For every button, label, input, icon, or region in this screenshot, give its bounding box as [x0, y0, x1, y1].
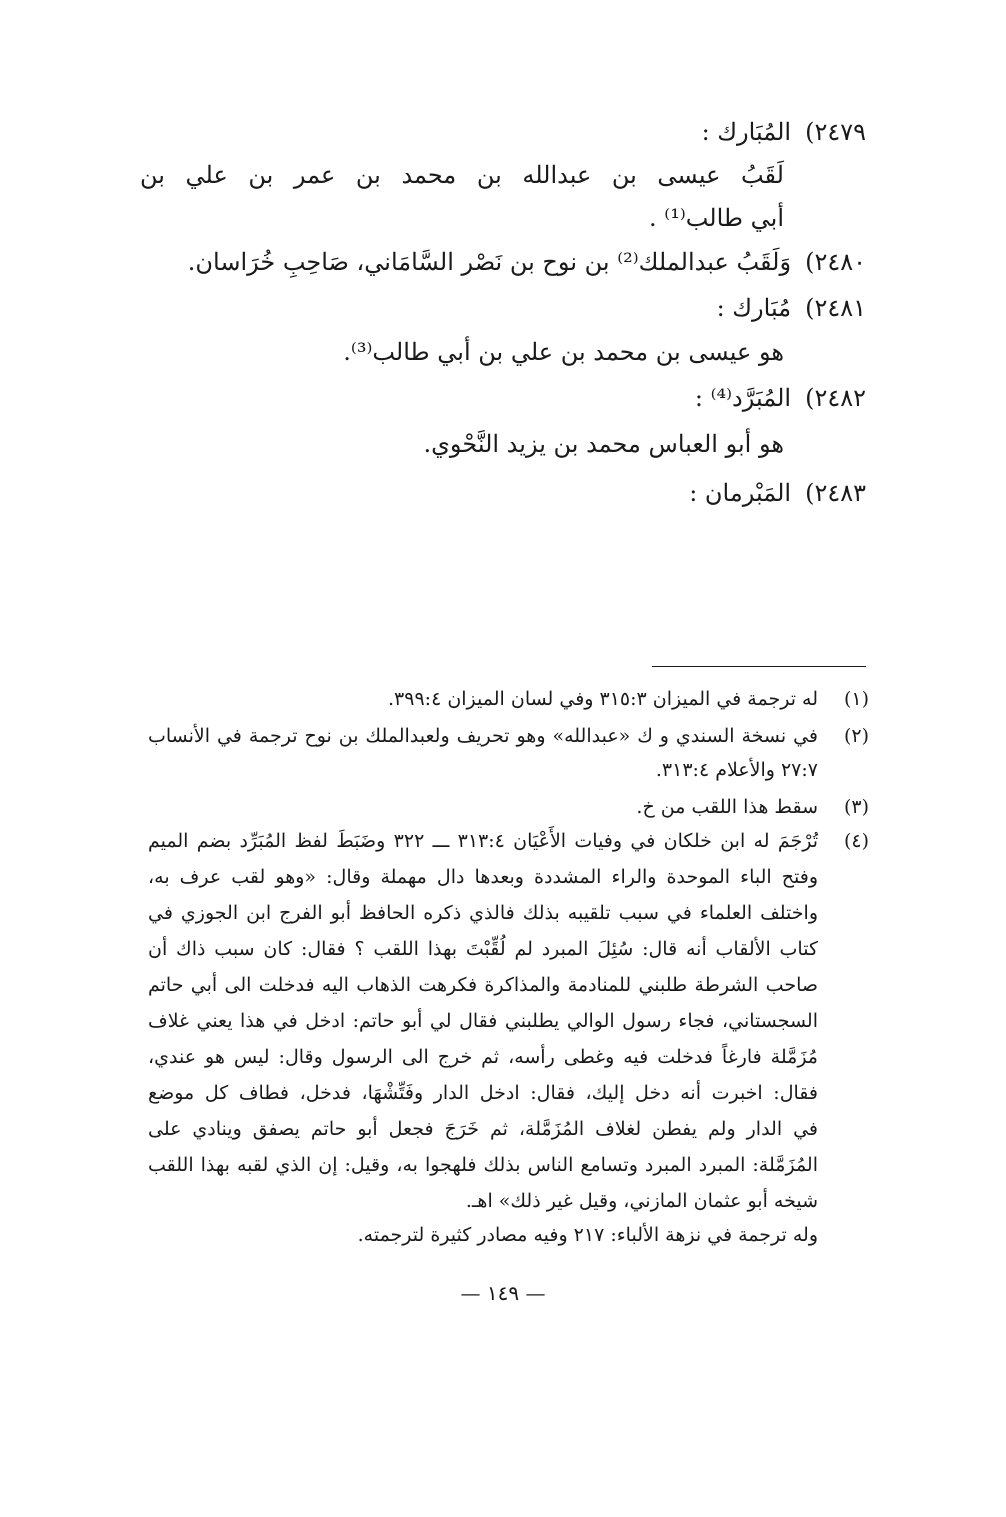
- footnote-marker-3: (٣): [843, 796, 869, 818]
- footnote-4-line-1: تُرْجَمَ له ابن خلكان في وفيات الأَعْيَان ٣١٣:٤ ـــ ٣٢٢ وضَبَطَ لفظ المُبَرِّد بضم الميم: [148, 830, 818, 852]
- entry-2481-body: هو عيسى بن محمد بن علي بن أبي طالب⁽³⁾.: [343, 338, 784, 366]
- entry-2479-body-line2: أبي طالب⁽¹⁾ .: [649, 204, 784, 232]
- footnote-marker-4: (٤): [843, 830, 869, 852]
- footnote-2-line-1: في نسخة السندي و ك «عبدالله» وهو تحريف ولعبدالملك بن نوح ترجمة في الأنساب: [148, 725, 818, 747]
- entry-title: المَبْرمان :: [689, 479, 792, 507]
- footnote-4-line-6: السجستاني، فجاء رسول الوالي يطلبني فقال لي أبو حاتم: ادخل في هذا يعني غلاف: [148, 1010, 818, 1032]
- entry-number: ٢٤٨٢): [805, 384, 866, 412]
- footnote-marker-1: (١): [843, 688, 869, 710]
- entry-title: مُبَارك :: [716, 294, 792, 322]
- footnote-4-line-7: مُزَمَّلة فارغاً فدخلت فيه وغطى رأسه، ثم خرج الى الرسول وقال: ليس هو عندي،: [148, 1046, 818, 1068]
- page-number: — ١٤٩ —: [460, 1281, 546, 1305]
- footnote-4-line-5: صاحب الشرطة طلبني للمنادمة والمذاكرة فكرهت الذهاب اليه فدخلت الى أبي حاتم: [148, 974, 818, 996]
- entry-2483-heading: [689, 475, 866, 511]
- entry-number: ٢٤٨٠): [805, 248, 866, 276]
- footnote-marker-2: (٢): [843, 725, 869, 747]
- entry-title: المُبَرَّد⁽⁴⁾ :: [694, 384, 792, 412]
- footnote-4-line-12: وله ترجمة في نزهة الألباء: ٢١٧ وفيه مصادر كثيرة لترجمته.: [357, 1224, 818, 1246]
- entry-number: ٢٤٨٣): [805, 479, 866, 507]
- entry-title: المُبَارك :: [701, 118, 792, 146]
- footnote-4-line-4: كتاب الألقاب أنه قال: سُئِلَ المبرد لم لُقِّبْتَ بهذا اللقب ؟ فقال: كان سبب ذاك أن: [148, 938, 818, 960]
- entry-number: ٢٤٨١): [805, 294, 866, 322]
- footnote-separator: [652, 666, 866, 667]
- footnote-2-line-2: ٢٧:٧ والأعلام ٣١٣:٤.: [655, 759, 818, 781]
- footnote-3-line-1: سقط هذا اللقب من خ.: [636, 796, 818, 818]
- footnote-4-line-2: وفتح الباء الموحدة والراء المشددة وبعدها دال مهملة وقال: «وهو لقب عرف به،: [148, 866, 818, 888]
- entry-2479-heading: [702, 114, 866, 150]
- entry-2481-heading: [717, 290, 866, 326]
- footnote-4-line-8: فقال: اخبرت أنه دخل إليك، فقال: ادخل الدار وفَتِّشْهَا، فدخل، فطاف كل موضع: [148, 1082, 818, 1104]
- entry-2482-body: هو أبو العباس محمد بن يزيد النَّحْوي.: [423, 430, 784, 458]
- footnote-1-line-1: له ترجمة في الميزان ٣١٥:٣ وفي لسان الميزان ٣٩٩:٤.: [388, 688, 818, 710]
- footnote-4-line-10: المُزَمَّلة: المبرد المبرد وتسامع الناس بذلك فلهجوا به، وقيل: إن الذي لقبه بهذا اللقب: [148, 1154, 818, 1176]
- entry-2479-body-line1: لَقَبُ عيسى بن عبدالله بن محمد بن عمر بن علي بن: [140, 161, 784, 189]
- footnote-4-line-9: في الدار ولم يفطن لغلاف المُزَمَّلة، ثم خَرَجَ فجعل أبو حاتم يصفق وينادي على: [148, 1118, 818, 1140]
- entry-2480: [188, 244, 866, 280]
- footnote-4-line-11: شيخه أبو عثمان المازني، وقيل غير ذلك» اهـ.: [465, 1190, 818, 1212]
- entry-text: وَلَقَبُ عبدالملك⁽²⁾ بن نوح بن نَصْر السَّامَاني، صَاحِبِ خُرَاسان.: [187, 248, 792, 276]
- entry-2482-heading: [695, 380, 866, 416]
- entry-number: ٢٤٧٩): [805, 118, 866, 146]
- footnote-4-line-3: واختلف العلماء في سبب تلقيبه بذلك فالذي ذكره الحافظ أبو الفرج ابن الجوزي في: [148, 902, 818, 924]
